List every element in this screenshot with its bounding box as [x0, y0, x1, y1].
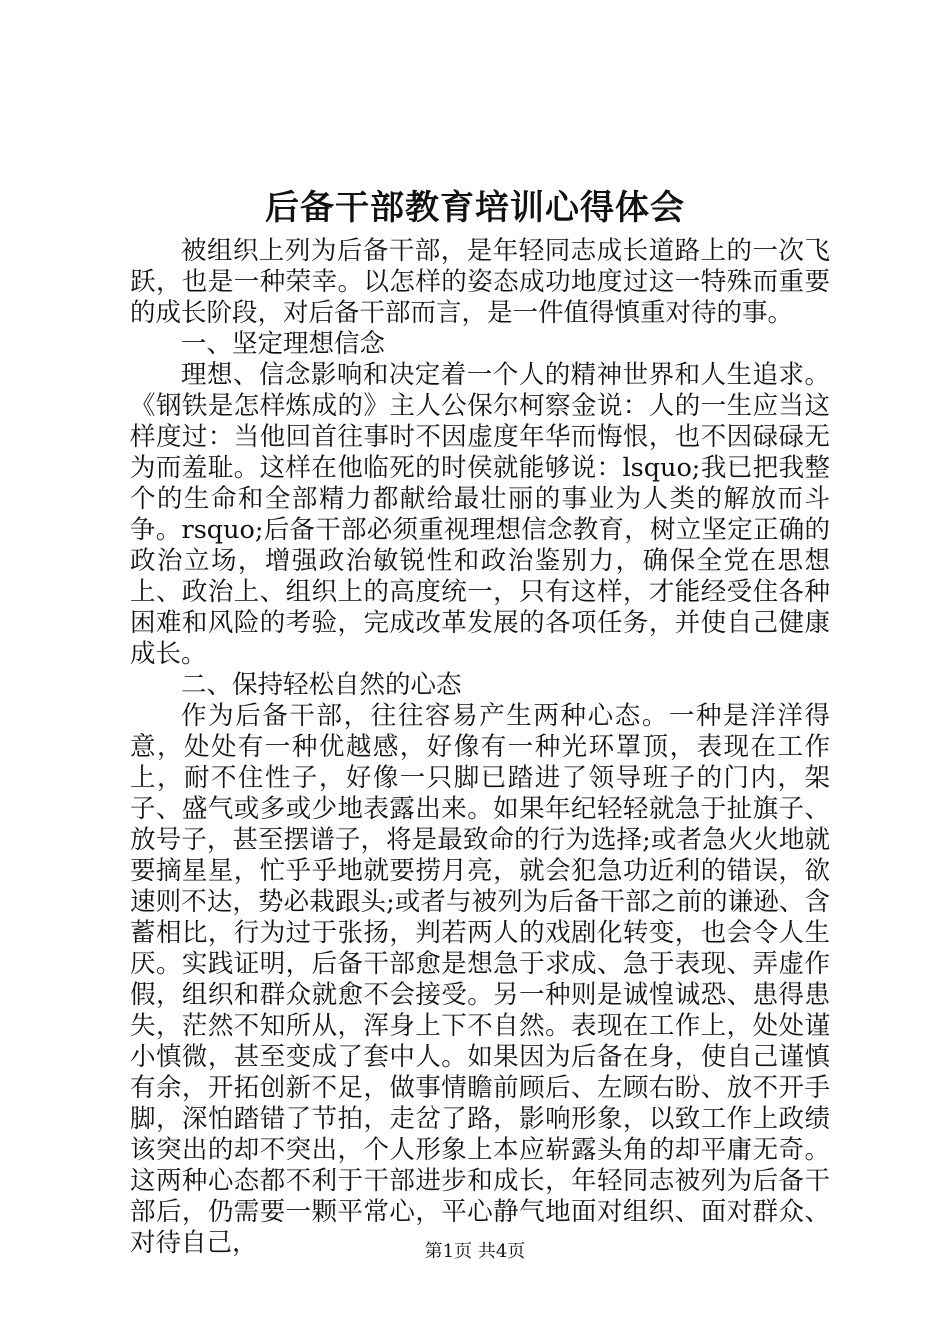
- paragraph-section-2: 作为后备干部，往往容易产生两种心态。一种是洋洋得意，处处有一种优越感，好像有一种光环罩顶，表现在工作上，耐不住性子，好像一只脚已踏进了领导班子的门内，架子、盛气或多或少地表露出来。如果年纪轻轻就急于扯旗子、放号子，甚至摆谱子，将是最致命的行为选择;或者急火火地就要摘星星，忙乎乎地就要捞月亮，就会犯急功近利的错误，欲速则不达，势必栽跟头;或者与被列为后备干部之前的谦逊、含蓄相比，行为过于张扬，判若两人的戏剧化转变，也会令人生厌。实践证明，后备干部愈是想急于求成、急于表现、弄虚作假，组织和群众就愈不会接受。另一种则是诚惶诚恐、患得患失，茫然不知所从，浑身上下不自然。表现在工作上，处处谨小慎微，甚至变成了套中人。如果因为后备在身，使自己谨慎有余，开拓创新不足，做事情瞻前顾后、左顾右盼、放不开手脚，深怕踏错了节拍，走岔了路，影响形象，以致工作上政绩该突出的却不突出，个人形象上本应崭露头角的却平庸无奇。这两种心态都不利于干部进步和成长，年轻同志被列为后备干部后，仍需要一颗平常心，平心静气地面对组织、面对群众、对待自己，: [130, 701, 830, 1258]
- page-number-footer: 第1页 共4页: [424, 1241, 526, 1262]
- section-heading-1: 一、坚定理想信念: [181, 329, 386, 359]
- document-body: [130, 236, 830, 1259]
- document-title: 后备干部教育培训心得体会: [265, 188, 685, 228]
- section-heading-2: 二、保持轻松自然的心态: [181, 670, 462, 700]
- paragraph-section-1: 理想、信念影响和决定着一个人的精神世界和人生追求。《钢铁是怎样炼成的》主人公保尔柯察金说：人的一生应当这样度过：当他回首往事时不因虚度年华而悔恨，也不因碌碌无为而羞耻。这样在他临死的时侯就能够说：lsquo;我已把我整个的生命和全部精力都献给最壮丽的事业为人类的解放而斗争。rsquo;后备干部必须重视理想信念教育，树立坚定正确的政治立场，增强政治敏锐性和政治鉴别力，确保全党在思想上、政治上、组织上的高度统一，只有这样，才能经受住各种困难和风险的考验，完成改革发展的各项任务，并使自己健康成长。: [130, 360, 830, 669]
- paragraph-intro: 被组织上列为后备干部，是年轻同志成长道路上的一次飞跃，也是一种荣幸。以怎样的姿态成功地度过这一特殊而重要的成长阶段，对后备干部而言，是一件值得慎重对待的事。: [130, 236, 830, 328]
